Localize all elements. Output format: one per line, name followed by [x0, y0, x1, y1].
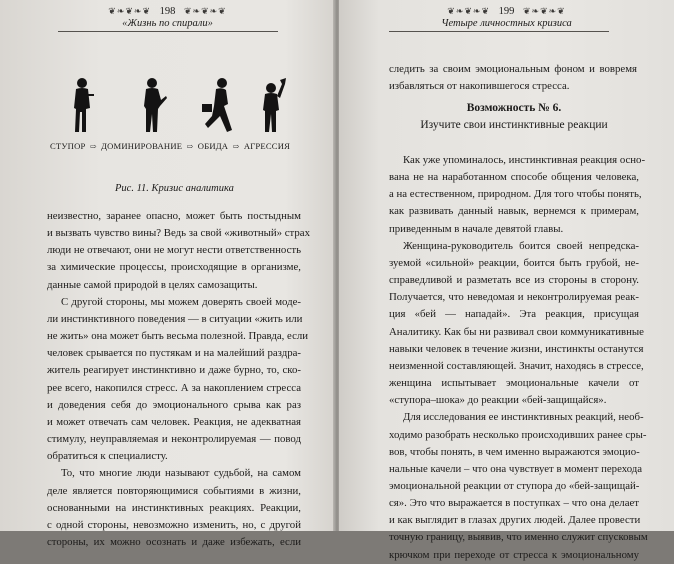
stupor-figure: [68, 76, 102, 134]
crisis-figures-illustration: [60, 76, 290, 136]
stage-label: ДОМИНИРОВАНИЕ: [101, 141, 183, 151]
text-line: за химические процессы, происходящие в организме,: [47, 261, 301, 274]
header-ornament: ❦❧❦❧❦: [523, 6, 566, 16]
text-line: Как уже упоминалось, инстинктивная реакция осно-: [403, 154, 646, 166]
text-line: и как выглядит в глазах других людей. Далее провести: [389, 514, 641, 527]
arrow-right-icon: ⇨: [186, 142, 194, 151]
text-line: как развивать данный навык, вернемся к примерам,: [389, 205, 639, 218]
stage-label: АГРЕССИЯ: [243, 141, 291, 151]
text-line: Получается, что неведомая и неконтролируемая реак-: [389, 291, 639, 304]
text-line: навыки человек в течение жизни, инстинкты останутся: [389, 342, 644, 355]
header-rule: [58, 31, 278, 32]
text-line: ли инстинктивного поведения — в ситуации «жить или: [47, 312, 303, 325]
domination-figure: [136, 76, 170, 134]
header-ornament: ❦❧❦❧❦: [108, 6, 151, 16]
text-line: вана не на наработанном способе общения человека,: [389, 171, 639, 184]
running-title: Четыре личностных кризиса: [441, 18, 572, 29]
text-line: ся». Это что выражается в поступках – что она делает: [389, 497, 639, 510]
header-rule: [389, 31, 609, 32]
text-line: человек срывается по пустякам и на малейший раздра-: [47, 347, 301, 360]
text-line: эмоциональной реакции от ступора до «бей-защищай-: [389, 479, 640, 492]
stage-label: СТУПОР: [50, 141, 86, 151]
arrow-right-icon: ⇨: [232, 142, 240, 151]
right-top-text: [389, 61, 637, 95]
text-line: с одной стороны, невозможно изменить, но, с другой: [47, 518, 301, 531]
stage-label: ОБИДА: [197, 141, 229, 151]
text-line: зуемой «сильной» реакции, боится быть грубой, не-: [389, 256, 639, 269]
text-line: житель реагирует инстинктивно и даже бурно, то, ско-: [47, 364, 301, 377]
text-line: крючком при переходе от стресса к эмоциональному: [389, 548, 639, 561]
text-line: справедливой и разметать все из стороны в сторону.: [389, 274, 639, 287]
text-line: и доведения себя до эмоционального срыва как раз: [47, 398, 301, 411]
page-number: 199: [498, 6, 515, 17]
text-line: деле является повторяющимися событиями в жизни,: [47, 484, 301, 497]
aggression-figure: [258, 76, 288, 134]
resentment-figure: [198, 76, 240, 134]
text-line: стимулу, неуправляемая и неконтролируемая — повод: [47, 433, 301, 446]
text-line: ходимо разобрать несколько происходивших ранее сры-: [389, 428, 647, 441]
text-line: люди не отвечают, они не могут нести ответственность: [47, 244, 302, 257]
text-line: а на естественном, природном. Для того чтобы понять,: [389, 188, 642, 201]
text-line: неизменной составляющей. Значит, находясь в стрессе,: [389, 359, 644, 372]
right-page: [339, 0, 674, 561]
arrow-right-icon: ⇨: [89, 142, 97, 151]
text-line: обратиться к специалисту.: [47, 450, 168, 463]
text-line: С другой стороны, мы можем доверять своей моде-: [61, 295, 301, 308]
text-line: вов, чтобы понять, в чем именно выражаются эмоцио-: [389, 445, 640, 458]
section-subheading: Изучите свои инстинктивные реакции: [420, 119, 608, 131]
text-line: Женщина-руководитель боится своей непредска-: [403, 239, 639, 252]
text-line: То, что многие люди называют судьбой, на самом: [61, 467, 301, 480]
figure-caption: Рис. 11. Кризис аналитика: [115, 183, 234, 194]
text-line: приведенным в начале девятой главы.: [389, 222, 564, 235]
section-heading: Возможность № 6.: [466, 102, 562, 114]
right-page-header: [399, 5, 614, 30]
text-line: и вызвать чувство вины? Ведь за свой «животный» страх: [47, 227, 310, 240]
text-line: неизвестно, заранее опасно, может быть постыдным: [47, 210, 301, 222]
header-ornament: ❦❧❦❧❦: [447, 6, 490, 16]
running-title: «Жизнь по спирали»: [122, 18, 213, 29]
left-body-text: [47, 208, 310, 551]
text-line: стороны, их можно осознать и даже избежать, если: [47, 535, 301, 548]
right-body-text: [389, 152, 648, 564]
text-line: следить за своим эмоциональным фоном и вовремя: [389, 63, 637, 75]
page-number: 198: [159, 6, 176, 17]
left-page: [0, 0, 335, 548]
left-page-header: [60, 5, 275, 30]
text-line: нальные качели – что она чувствует в момент перехода: [389, 462, 643, 475]
text-line: избавляться от накопившегося стресса.: [389, 80, 570, 93]
text-line: не жить» она может быть весьма полезной. Правда, если: [47, 330, 309, 343]
text-line: основанными на инстинктивных реакциях. Реакции,: [47, 501, 301, 514]
text-line: точную границу, выявив, что именно служит спусковым: [389, 531, 648, 544]
header-ornament: ❦❧❦❧❦: [184, 6, 227, 16]
text-line: данные самой природой в целях самозащиты.: [47, 278, 258, 291]
crisis-stages-row: [50, 141, 300, 151]
text-line: Аналитику. Как бы ни развивал свои коммуникативные: [389, 325, 644, 338]
text-line: ция «бей — нападай». Эта реакция, присущая: [389, 308, 639, 321]
text-line: «ступора–шока» до реакции «бей-защищайся».: [389, 394, 607, 407]
text-line: и может отвечать сам человек. Реакция, не адекватная: [47, 415, 301, 428]
text-line: Для исследования ее инстинктивных реакций, необ-: [403, 411, 644, 424]
text-line: рее всего, накопился стресс. А за накоплением стресса: [47, 381, 301, 394]
text-line: женщина испытывает эмоциональные качели от: [389, 377, 639, 390]
